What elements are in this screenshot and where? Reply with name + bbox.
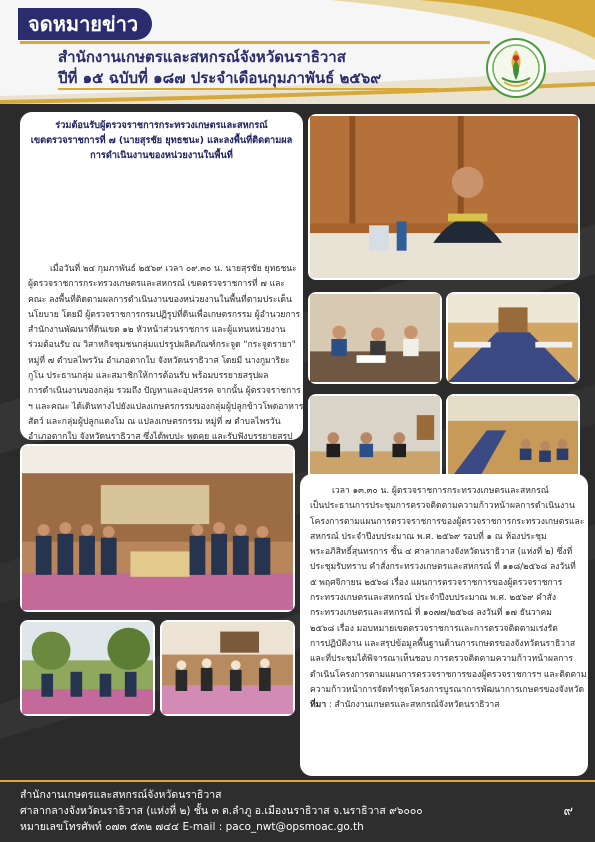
- paragraph-line: ร่วมต้อนรับ ณ วิสาหกิจชุมชนกลุ่มแปรรูปผลิตภัณฑ์กระจูด "กระจูดรายา": [28, 340, 296, 351]
- article-source: [310, 698, 582, 713]
- paragraph-line: กระทรวงเกษตรและสหกรณ์ ที่ ๑๐๗๗/๒๕๖๘ ลงวันที่ ๑๗ ธันวาคม: [310, 608, 552, 619]
- footer-gold-rule: [0, 780, 595, 782]
- article-intro-card: [20, 112, 304, 443]
- paragraph-line: การดำเนินงานของกลุ่ม รวมถึง ปัญหาและอุปสรรค จากนั้น ผู้ตรวจราชการ: [28, 386, 301, 397]
- photo-inspector-at-desk: [308, 114, 580, 280]
- paragraph-line: และที่ประชุมได้พิจารณาเห็นชอบ การตรวจติดตามความก้าวหน้าผลการ: [310, 654, 573, 665]
- paragraph-line: กระทรวงเกษตรและสหกรณ์ ประจำปีงบประมาณ พ.ศ. ๒๕๖๙ คำสั่ง: [310, 593, 557, 604]
- footer-contact: หมายเลขโทรศัพท์ ๐๗๓ ๕๓๒ ๗๔๔ E-mail : paco_nwt@opsmoac.go.th: [20, 821, 364, 833]
- paragraph-line: คณะ ลงพื้นที่ติดตามผลการดำเนินงานของหน่วยงานในพื้นที่ตามประเด็น: [28, 294, 292, 305]
- organization-title: สำนักงานเกษตรและสหกรณ์จังหวัดนราธิวาส: [58, 48, 346, 66]
- photo-briefing-at-community-group: [160, 620, 295, 716]
- source-label: ที่มา: [310, 700, 327, 711]
- issue-gold-rule: [58, 88, 438, 90]
- issue-info: ปีที่ ๑๕ ฉบับที่ ๑๘๗ ประจำเดือนกุมภาพันธ์ ๒๕๖๙: [58, 69, 382, 87]
- paragraph-line: ฯ และคณะ ได้เดินทางไปยังแปลงเกษตรกรรมของกลุ่มผู้ปลูกข้าวโพดอาหาร: [28, 401, 304, 412]
- photo-meeting-room-officials: [308, 292, 442, 384]
- photo-conference-hall: [446, 292, 580, 384]
- paragraph-line: สัตว์ และกลุ่มผู้ปลูกแตงโม ณ แปลงเกษตรกรรม หมู่ที่ ๗ ตำบลไพรวัน: [28, 416, 281, 427]
- paragraph-line: สำนักงานพัฒนาที่ดินเขต ๑๒ หัวหน้าส่วนราชการ และผู้แทนหน่วยงาน: [28, 325, 286, 336]
- newsletter-footer: [0, 780, 595, 842]
- paragraph-line: การปฏิบัติงาน และสรุปข้อมูลพื้นฐานด้านการเกษตรของจังหวัดนราธิวาส: [310, 638, 576, 649]
- paragraph-line: ๕ พฤศจิกายน ๒๕๖๘ เรื่อง แผนการตรวจราชการของผู้ตรวจราชการ: [310, 577, 563, 588]
- paragraph-line: หมู่ที่ ๗ ตำบลไพรวัน อำเภอตากใบ จังหวัดนราธิวาส โดยมี นางกูมาริยะ: [28, 355, 290, 366]
- source-text: : สำนักงานเกษตรและสหกรณ์จังหวัดนราธิวาส: [326, 700, 500, 711]
- paragraph-line: เวลา ๑๓.๓๐ น. ผู้ตรวจราชการกระทรวงเกษตรและสหกรณ์: [332, 486, 549, 496]
- headline-line: เขตตรวจราชการที่ ๗ (นายสุรชัย ยุทธชนะ) และลงพื้นที่ติดตามผล: [30, 135, 293, 146]
- newsletter-title-badge: จดหมายข่าว: [18, 8, 152, 40]
- photo-conference-attendees: [446, 394, 580, 484]
- photo-group-at-handicraft-shop: [20, 444, 295, 612]
- paragraph-line: ประชุมรับทราบ คำสั่งกระทรวงเกษตรและสหกรณ์ ที่ ๑๑๘/๒๕๖๘ ลงวันที่: [310, 562, 576, 573]
- newsletter-header: [0, 0, 595, 104]
- page-number: ๙: [563, 804, 573, 819]
- article-headline: [20, 118, 303, 163]
- title-gold-rule: [20, 41, 490, 44]
- paragraph-line: ผู้ตรวจราชการกระทรวงเกษตรและสหกรณ์ เขตตรวจราชการที่ ๗ และ: [28, 279, 285, 290]
- paragraph-line: กูโน ประธานกลุ่ม และสมาชิกให้การต้อนรับ พร้อมบรรยายสรุปผล: [28, 371, 269, 382]
- headline-line: การดำเนินงานของหน่วยงานในพื้นที่: [90, 150, 233, 161]
- paragraph-line: ดำเนินโครงการตามแผนการตรวจราชการของผู้ตรวจราชการฯ และติดตาม: [310, 669, 587, 680]
- paragraph-line: โครงการตามแผนการตรวจราชการของผู้ตรวจราชการกระทรวงเกษตรและ: [310, 516, 585, 527]
- paragraph-line: ความก้าวหน้าการจัดทำชุดโครงการบูรณาการพัฒนาการเกษตรของจังหวัด: [310, 684, 585, 695]
- paragraph-line: อำเภอตากใบ จังหวัดนราธิวาส ซึ่งได้พบปะ พูดคุย และรับฟังบรรยายสรุป: [28, 432, 293, 443]
- agriculture-cooperatives-emblem-icon: [486, 38, 546, 98]
- photo-field-visit: [20, 620, 155, 716]
- paragraph-line: สหกรณ์ ประจำปีงบประมาณ พ.ศ. ๒๕๖๙ รอบที่ ๑ ณ ห้องประชุม: [310, 531, 547, 542]
- article-meeting-card: [300, 474, 588, 776]
- footer-address: ศาลากลางจังหวัดนราธิวาส (แห่งที่ ๒) ชั้น ๓ ต.ลำภู อ.เมืองนราธิวาส จ.นราธิวาส ๙๖๐๐๐: [20, 805, 423, 817]
- paragraph-line: เมื่อวันที่ ๒๔ กุมภาพันธ์ ๒๕๖๙ เวลา ๐๙.๓๐ น. นายสุรชัย ยุทธชนะ: [50, 264, 297, 274]
- article-paragraph-2: [310, 484, 587, 713]
- footer-organization: สำนักงานเกษตรและสหกรณ์จังหวัดนราธิวาส: [20, 789, 222, 801]
- paragraph-line: ๒๕๖๘ เรื่อง มอบหมายเขตตรวจราชการและการตรวจติดตามเร่งรัด: [310, 623, 558, 634]
- headline-line: ร่วมต้อนรับผู้ตรวจราชการกระทรวงเกษตรและสหกรณ์: [55, 120, 268, 131]
- paragraph-line: นโยบาย โดยมี ผู้ตรวจราชการกรมปฏิรูปที่ดินเพื่อเกษตรกรรม ผู้อำนวยการ: [28, 309, 301, 320]
- paragraph-line: เป็นประธานการประชุมการตรวจติดตามความก้าวหน้าผลการดำเนินงาน: [310, 501, 575, 512]
- photo-meeting-discussion: [308, 394, 442, 484]
- paragraph-line: พระอภิสิทธิ์สุนทรการ ชั้น ๔ ศาลากลางจังหวัดนราธิวาส (แห่งที่ ๒) ซึ่งที่: [310, 547, 573, 558]
